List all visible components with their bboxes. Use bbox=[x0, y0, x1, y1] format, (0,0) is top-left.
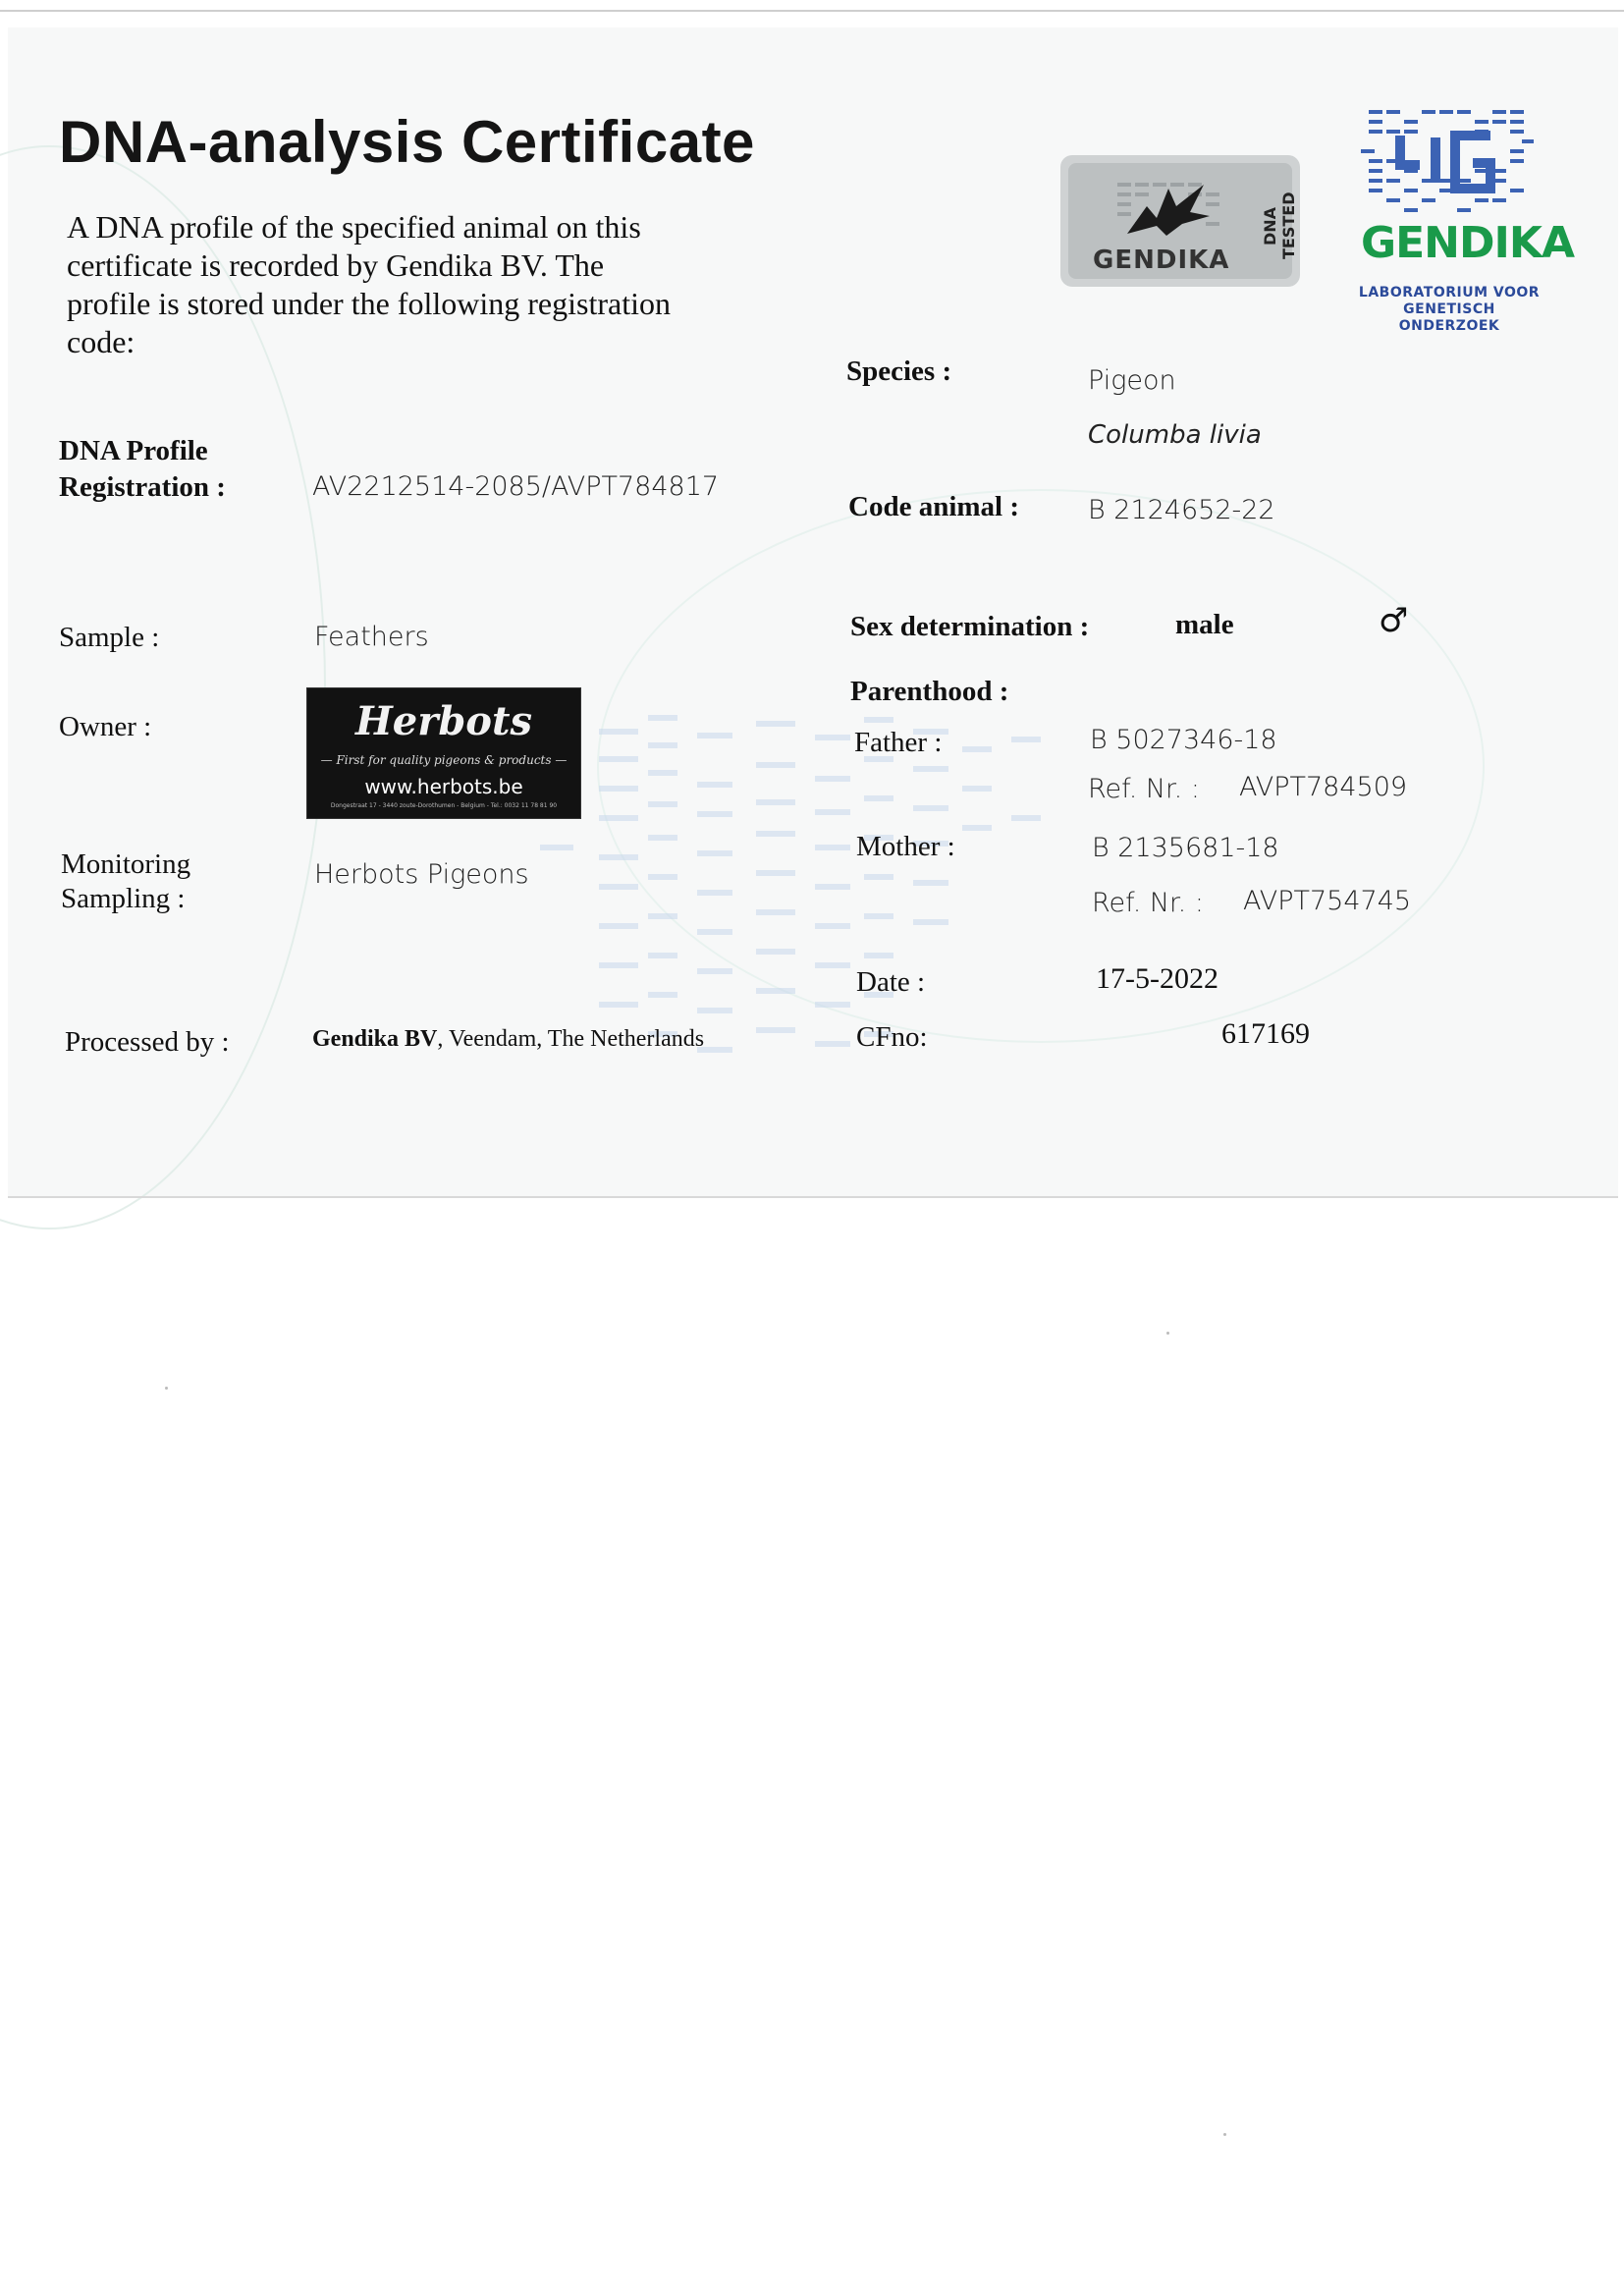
sample-label: Sample : bbox=[59, 622, 160, 653]
gendika-logo-icon bbox=[1361, 106, 1538, 222]
processed-location: , Veendam, The Netherlands bbox=[437, 1026, 705, 1052]
mother-label: Mother : bbox=[856, 831, 955, 862]
certificate-intro: A DNA profile of the specified animal on this certificate is recorded by Gendika BV. The profile is stored under the following registration code: bbox=[67, 209, 671, 359]
mother-ref-label: Ref. Nr. : bbox=[1092, 888, 1204, 918]
scan-speck bbox=[1166, 1332, 1169, 1335]
date-label: Date : bbox=[856, 966, 926, 998]
father-ref-value: AVPT784509 bbox=[1239, 772, 1408, 802]
scan-speck bbox=[165, 1387, 168, 1390]
dna-watermark-icon bbox=[520, 707, 1070, 1080]
registration-label: Registration : bbox=[59, 471, 226, 503]
bird-silhouette-icon bbox=[1108, 177, 1235, 242]
card-edge bbox=[8, 1196, 1618, 1198]
gendika-subtitle-line1: LABORATORIUM VOOR bbox=[1358, 285, 1541, 301]
date-value: 17-5-2022 bbox=[1096, 962, 1218, 995]
monitoring-value: Herbots Pigeons bbox=[314, 859, 529, 890]
sex-value: male bbox=[1175, 609, 1234, 640]
sampling-label: Sampling : bbox=[61, 883, 186, 914]
owner-logo-url: www.herbots.be bbox=[364, 775, 523, 798]
dna-tested-badge bbox=[1060, 155, 1300, 287]
processed-company: Gendika BV bbox=[312, 1026, 438, 1052]
processed-label: Processed by : bbox=[65, 1026, 230, 1058]
code-animal-label: Code animal : bbox=[848, 491, 1019, 522]
gendika-subtitle-line2: GENETISCH ONDERZOEK bbox=[1398, 301, 1500, 334]
owner-logo bbox=[306, 687, 581, 819]
species-label: Species : bbox=[846, 355, 952, 387]
sex-label: Sex determination : bbox=[850, 611, 1090, 642]
gendika-subtitle bbox=[1351, 285, 1547, 335]
cfno-label: CFno: bbox=[856, 1021, 928, 1053]
cfno-value: 617169 bbox=[1221, 1017, 1310, 1050]
badge-tested-label: DNA TESTED bbox=[1261, 191, 1298, 260]
registration-value: AV2212514-2085/AVPT784817 bbox=[312, 471, 720, 502]
processed-value bbox=[312, 1026, 704, 1053]
dna-profile-label: DNA Profile bbox=[59, 435, 208, 466]
scan-speck bbox=[1223, 2133, 1226, 2136]
code-animal-value: B 2124652-22 bbox=[1088, 495, 1275, 525]
sample-value: Feathers bbox=[314, 622, 429, 652]
mother-value: B 2135681-18 bbox=[1092, 833, 1279, 863]
owner-logo-address: Dongestraat 17 - 3440 zoute-Dorothumen - Belgium - Tel.: 0032 11 78 81 90 bbox=[330, 802, 558, 809]
mother-ref-value: AVPT754745 bbox=[1243, 886, 1412, 916]
parenthood-label: Parenthood : bbox=[850, 676, 1009, 707]
top-scan-line bbox=[0, 10, 1624, 12]
certificate-title: DNA-analysis Certificate bbox=[59, 109, 755, 175]
species-latin: Columba livia bbox=[1088, 420, 1262, 450]
monitoring-label: Monitoring bbox=[61, 848, 191, 880]
father-value: B 5027346-18 bbox=[1090, 725, 1277, 755]
owner-logo-tagline: — First for quality pigeons & products — bbox=[320, 753, 568, 767]
gendika-brand-name: GENDIKA bbox=[1361, 218, 1575, 268]
owner-logo-name: Herbots bbox=[355, 698, 532, 744]
father-ref-label: Ref. Nr. : bbox=[1088, 774, 1200, 804]
father-label: Father : bbox=[854, 727, 943, 758]
badge-panel bbox=[1068, 163, 1298, 279]
male-symbol-icon: ♂ bbox=[1379, 601, 1409, 640]
badge-brand-name: GENDIKA bbox=[1093, 246, 1230, 275]
species-value: Pigeon bbox=[1088, 365, 1176, 396]
owner-label: Owner : bbox=[59, 711, 152, 742]
